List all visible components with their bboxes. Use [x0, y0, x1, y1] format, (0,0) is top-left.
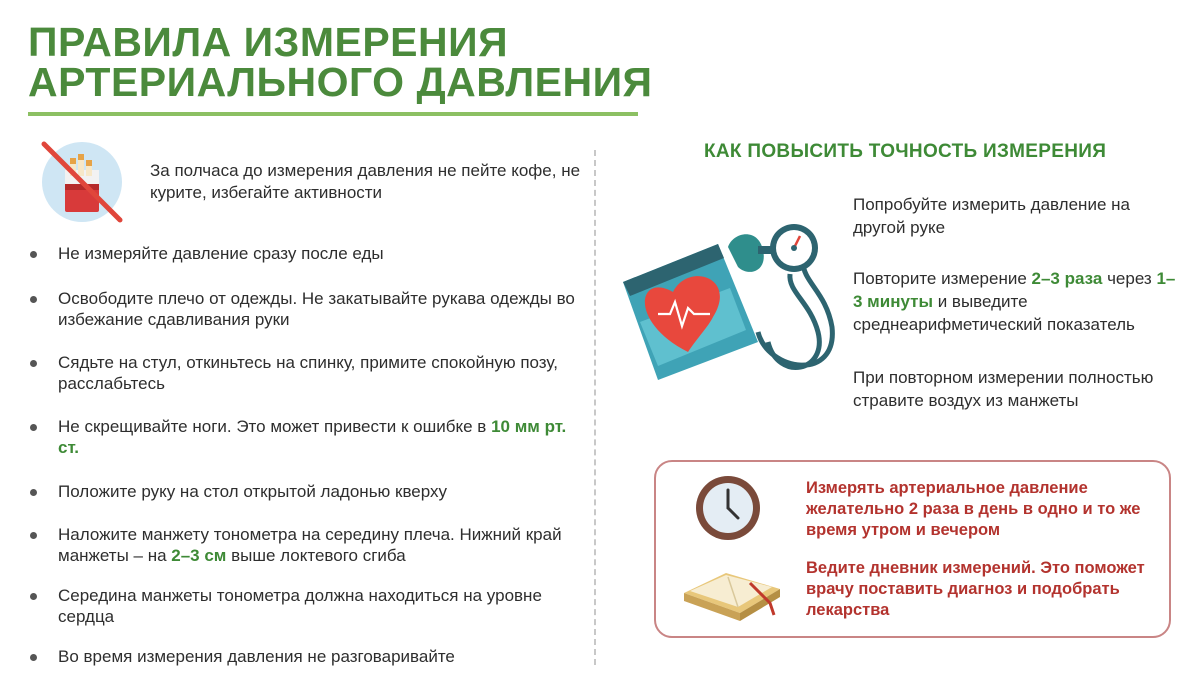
- rule-text: Наложите манжету тонометра на середину плеча. Нижний край манжеты – на 2–3 см выше локтевого сгиба: [58, 525, 562, 565]
- bullet: [30, 296, 37, 303]
- bullet: [30, 251, 37, 258]
- bullet: [30, 593, 37, 600]
- accuracy-tip-1: Попробуйте измерить давление на другой руке: [853, 195, 1130, 237]
- accuracy-title: КАК ПОВЫСИТЬ ТОЧНОСТЬ ИЗМЕРЕНИЯ: [704, 141, 1107, 162]
- bullet: [30, 360, 37, 367]
- notice-text-1: Измерять артериальное давление желательно 2 раза в день в одно и то же время утром и вечером: [806, 479, 1141, 539]
- rule-text: Середина манжеты тонометра должна находиться на уровне сердца: [58, 586, 542, 626]
- title-line-1: ПРАВИЛА ИЗМЕРЕНИЯ: [28, 19, 509, 65]
- highlight-value: 2–3 см: [171, 546, 227, 565]
- accuracy-tip-2: Повторите измерение 2–3 раза через 1–3 минуты и выведите среднеарифметический показатель: [853, 269, 1176, 334]
- diary-icon: [680, 563, 785, 625]
- no-smoking-icon: [40, 140, 124, 224]
- clock-icon: [694, 474, 762, 542]
- title-underline: [28, 112, 638, 116]
- bullet: [30, 532, 37, 539]
- highlight-value: 1–3 минуты: [853, 269, 1176, 311]
- rule-text: Положите руку на стол открытой ладонью кверху: [58, 482, 448, 501]
- bullet: [30, 489, 37, 496]
- rule-text: Освободите плечо от одежды. Не закатывайте рукава одежды во избежание сдавливания руки: [58, 289, 575, 329]
- intro-text: За полчаса до измерения давления не пейте кофе, не курите, избегайте активности: [150, 161, 581, 202]
- rule-text: Сядьте на стул, откиньтесь на спинку, примите спокойную позу, расслабьтесь: [58, 353, 558, 393]
- tonometer-icon: [618, 222, 840, 402]
- bullet: [30, 424, 37, 431]
- rule-text: Не скрещивайте ноги. Это может привести к ошибке в 10 мм рт. ст.: [58, 417, 567, 457]
- rule-text: Не измеряйте давление сразу после еды: [58, 244, 384, 263]
- column-divider: [594, 150, 596, 665]
- highlight-value: 10 мм рт. ст.: [58, 417, 567, 457]
- notice-text-2: Ведите дневник измерений. Это поможет врачу поставить диагноз и подобрать лекарства: [806, 559, 1145, 619]
- title-line-2: АРТЕРИАЛЬНОГО ДАВЛЕНИЯ: [28, 59, 653, 105]
- rule-text: Во время измерения давления не разговаривайте: [58, 647, 455, 666]
- page-title: [28, 19, 653, 105]
- highlight-value: 2–3 раза: [1031, 269, 1103, 288]
- bullet: [30, 654, 37, 661]
- accuracy-tip-3: При повторном измерении полностью стравите воздух из манжеты: [853, 368, 1154, 410]
